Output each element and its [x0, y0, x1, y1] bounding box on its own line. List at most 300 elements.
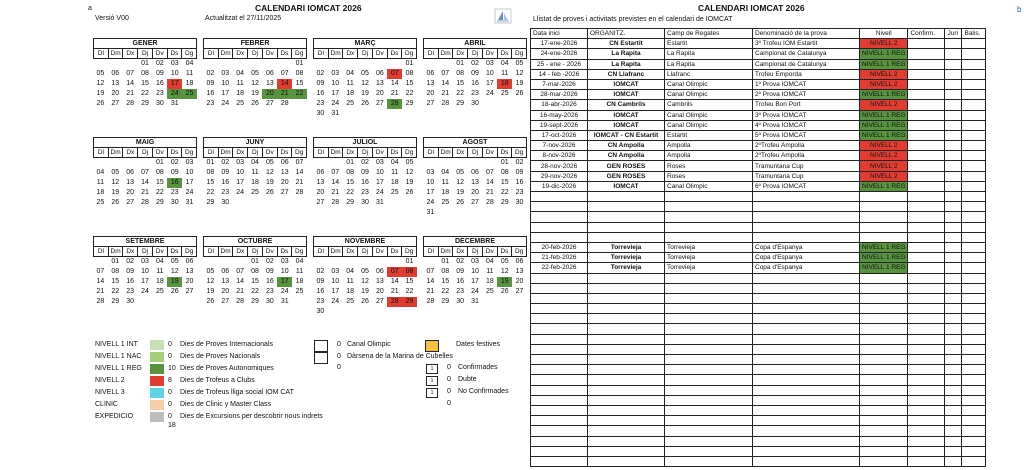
day-grid: [313, 158, 417, 208]
empty-row: [531, 395, 986, 405]
day-cell: 10: [170, 70, 179, 77]
day-empty: [358, 59, 373, 69]
empty-cell: [753, 222, 860, 232]
weekday-label: Dj: [358, 247, 373, 256]
empty-row: [531, 426, 986, 436]
event-org: CN Ampolla: [588, 141, 665, 151]
empty-cell: [588, 324, 665, 334]
day-cell: 11: [486, 268, 494, 275]
day-cell: 10: [236, 169, 245, 176]
col-level-header: Nivell: [860, 29, 908, 39]
event-camp: Estartit: [665, 39, 753, 49]
event-org: CN Ampolla: [588, 151, 665, 161]
event-row[interactable]: [531, 100, 986, 110]
legend-swatch: [150, 412, 164, 422]
month-agost: [423, 137, 527, 218]
month-febrer: [203, 38, 307, 109]
event-row[interactable]: [531, 59, 986, 69]
day-cell: 08: [346, 169, 355, 176]
empty-cell: [945, 385, 962, 395]
event-date: 21-feb-2026: [531, 253, 588, 263]
empty-cell: [860, 375, 908, 385]
empty-row: [531, 314, 986, 324]
event-org: Torrevieja: [588, 242, 665, 252]
empty-cell: [908, 426, 945, 436]
empty-cell: [531, 365, 588, 375]
weekday-label: Dj: [468, 148, 483, 157]
col-balis-header: Balis.: [962, 29, 986, 39]
empty-cell: [753, 456, 860, 466]
empty-cell: [588, 202, 665, 212]
weekday-label: Dl: [94, 49, 109, 58]
day-empty: [372, 59, 387, 69]
weekday-label: Ds: [388, 148, 403, 157]
day-empty: [387, 59, 402, 69]
day-cell: 18: [485, 278, 494, 285]
day-cell: 12: [405, 169, 414, 176]
empty-row: [531, 456, 986, 466]
day-cell: 20: [375, 90, 384, 97]
corner-label: a: [88, 5, 92, 12]
event-level: NIVELL 1 REG: [860, 120, 908, 130]
empty-cell: [962, 456, 986, 466]
weekday-label: Dx: [453, 49, 468, 58]
empty-cell: [588, 334, 665, 344]
event-extra-cell: [962, 263, 986, 273]
day-cell: 22: [111, 288, 120, 295]
empty-cell: [588, 192, 665, 202]
weekday-label: Ds: [498, 148, 513, 157]
event-extra-cell: [962, 141, 986, 151]
day-cell: 06: [471, 169, 479, 176]
day-cell: 24: [471, 288, 479, 295]
empty-cell: [945, 202, 962, 212]
event-row[interactable]: [531, 90, 986, 100]
month-title: JULIOL: [313, 137, 417, 148]
day-cell: 25: [346, 298, 355, 305]
event-name: Trofeu Emporda: [753, 69, 860, 79]
event-extra-cell: [945, 110, 962, 120]
day-cell: 13: [280, 169, 289, 176]
day-empty: [328, 59, 343, 69]
empty-cell: [753, 365, 860, 375]
day-cell: 31: [426, 209, 435, 216]
day-empty: [138, 158, 153, 168]
empty-cell: [962, 395, 986, 405]
empty-cell: [665, 192, 753, 202]
empty-cell: [908, 355, 945, 365]
day-cell: 29: [456, 100, 465, 107]
event-row[interactable]: [531, 171, 986, 181]
event-row[interactable]: [531, 161, 986, 171]
empty-cell: [665, 426, 753, 436]
event-org: GEN ROSES: [588, 171, 665, 181]
day-cell: 29: [251, 298, 259, 305]
event-camp: Torrevieja: [665, 263, 753, 273]
event-extra-cell: [908, 110, 945, 120]
empty-cell: [665, 273, 753, 283]
day-cell: 14: [96, 278, 105, 285]
day-cell: 07: [426, 268, 435, 275]
day-cell: 18: [346, 288, 355, 295]
day-cell: 19: [111, 189, 120, 196]
weekday-label: Dl: [204, 247, 219, 256]
day-cell: 17: [221, 90, 230, 97]
event-row[interactable]: [531, 263, 986, 273]
empty-row: [531, 232, 986, 242]
day-cell: 28: [331, 199, 340, 206]
day-grid: [313, 59, 417, 119]
day-cell: 03: [185, 159, 194, 166]
empty-cell: [860, 395, 908, 405]
empty-cell: [588, 314, 665, 324]
day-cell: 20: [426, 90, 435, 97]
event-name: Trofeu Bon Port: [753, 100, 860, 110]
day-cell: 31: [185, 199, 194, 206]
day-cell: 10: [426, 179, 435, 186]
weekday-label: Dm: [439, 49, 454, 58]
empty-cell: [945, 436, 962, 446]
month-title: SETEMBRE: [93, 236, 197, 247]
event-row[interactable]: [531, 39, 986, 49]
day-empty: [108, 158, 123, 168]
event-level: NIVELL 1 REG: [860, 49, 908, 59]
event-name: 3º Prova IOMCAT: [753, 110, 860, 120]
weekday-label: Ds: [168, 49, 183, 58]
day-empty: [372, 257, 387, 267]
day-cell: 16: [206, 90, 215, 97]
event-name: Copa d'Espanya: [753, 253, 860, 263]
weekday-label: Dx: [123, 148, 138, 157]
empty-cell: [665, 344, 753, 354]
day-cell: 26: [265, 189, 274, 196]
empty-cell: [531, 375, 588, 385]
day-cell: 28: [126, 100, 135, 107]
day-cell: 04: [251, 159, 259, 166]
col-org-header: ORGANITZ.: [588, 29, 665, 39]
empty-cell: [908, 232, 945, 242]
empty-cell: [753, 192, 860, 202]
day-cell: 19: [497, 277, 512, 287]
event-name: Campionat de Catalunya: [753, 49, 860, 59]
empty-cell: [860, 324, 908, 334]
festive-label: Dates festives: [456, 341, 500, 348]
event-extra-cell: [962, 69, 986, 79]
event-name: Campionat de Catalunya: [753, 59, 860, 69]
weekday-label: Dg: [292, 247, 307, 256]
event-row[interactable]: [531, 181, 986, 191]
not-confirmed-count: 0: [447, 388, 451, 395]
day-cell: 17: [331, 90, 340, 97]
empty-cell: [962, 385, 986, 395]
day-cell: 05: [111, 169, 120, 176]
day-cell: 16: [456, 278, 465, 285]
day-cell: 26: [361, 298, 369, 305]
weekday-label: Dg: [512, 148, 527, 157]
weekday-label: Dj: [138, 49, 153, 58]
day-cell: 08: [155, 169, 164, 176]
event-camp: Canal Olimpic: [665, 110, 753, 120]
empty-cell: [860, 212, 908, 222]
day-cell: 28: [96, 298, 105, 305]
weekday-header: [313, 247, 417, 257]
weekday-label: Ds: [278, 148, 293, 157]
day-cell: 06: [515, 258, 524, 265]
event-org: La Rapita: [588, 49, 665, 59]
empty-cell: [531, 304, 588, 314]
event-camp: La Rapita: [665, 49, 753, 59]
day-empty: [438, 59, 453, 69]
empty-row: [531, 202, 986, 212]
day-empty: [123, 158, 138, 168]
day-cell: 13: [221, 278, 230, 285]
weekday-label: Ds: [498, 247, 513, 256]
empty-cell: [860, 385, 908, 395]
day-cell: 06: [221, 268, 230, 275]
empty-cell: [908, 446, 945, 456]
day-cell: 18: [236, 90, 245, 97]
day-cell: 19: [96, 90, 105, 97]
event-level: NIVELL 1 REG: [860, 242, 908, 252]
empty-cell: [665, 314, 753, 324]
month-setembre: [93, 236, 197, 307]
day-cell: 11: [251, 169, 259, 176]
event-date: 22-feb-2026: [531, 263, 588, 273]
day-cell: 09: [456, 268, 465, 275]
day-cell: 17: [185, 179, 194, 186]
empty-cell: [860, 304, 908, 314]
legend-level-label: CLINIC: [95, 401, 118, 408]
empty-cell: [945, 324, 962, 334]
day-cell: 10: [331, 278, 340, 285]
empty-cell: [908, 436, 945, 446]
legend-swatch: [150, 388, 164, 398]
event-row[interactable]: [531, 69, 986, 79]
darsena-swatch: [314, 352, 328, 364]
empty-cell: [531, 426, 588, 436]
day-cell: 22: [155, 189, 164, 196]
event-extra-cell: [962, 130, 986, 140]
empty-cell: [908, 222, 945, 232]
event-name: 4º Prova IOMCAT: [753, 120, 860, 130]
event-row[interactable]: [531, 253, 986, 263]
day-cell: 26: [456, 199, 465, 206]
event-row[interactable]: [531, 242, 986, 252]
col-name-header: Denominació de la prova: [753, 29, 860, 39]
canal-olimpic-swatch: [314, 340, 328, 352]
day-cell: 04: [185, 60, 194, 67]
day-cell: 23: [361, 189, 369, 196]
page-title-right: CALENDARI IOMCAT 2026: [698, 3, 805, 13]
day-cell: 08: [251, 268, 259, 275]
weekday-label: Ds: [498, 49, 513, 58]
empty-cell: [945, 212, 962, 222]
empty-row: [531, 446, 986, 456]
day-cell: 01: [155, 159, 164, 166]
weekday-label: Dj: [468, 49, 483, 58]
empty-cell: [753, 212, 860, 222]
day-cell: 05: [265, 159, 274, 166]
day-cell: 21: [96, 288, 105, 295]
day-cell: 27: [515, 288, 524, 295]
day-cell: 17: [485, 80, 494, 87]
event-extra-cell: [962, 49, 986, 59]
day-grid: [203, 59, 307, 109]
event-camp: Canal Olimpic: [665, 79, 753, 89]
day-cell: 19: [361, 288, 369, 295]
event-row[interactable]: [531, 120, 986, 130]
month-octubre: [203, 236, 307, 307]
version-label: Versió V00: [95, 15, 129, 22]
day-cell: 30: [471, 100, 479, 107]
event-date: 18-abr-2026: [531, 100, 588, 110]
day-cell: 15: [155, 179, 164, 186]
day-cell: 29: [500, 199, 509, 206]
day-cell: 14: [390, 80, 399, 87]
confirm-total: 0: [447, 400, 451, 407]
empty-cell: [860, 365, 908, 375]
weekday-label: Dg: [292, 49, 307, 58]
day-empty: [423, 59, 438, 69]
empty-cell: [860, 283, 908, 293]
day-cell: 23: [316, 100, 325, 107]
empty-cell: [753, 405, 860, 415]
empty-cell: [962, 375, 986, 385]
event-extra-cell: [962, 59, 986, 69]
day-cell: 15: [441, 278, 450, 285]
event-row[interactable]: [531, 130, 986, 140]
day-cell: 17: [141, 278, 149, 285]
day-cell: 16: [265, 278, 274, 285]
empty-cell: [962, 304, 986, 314]
day-cell: 18: [251, 179, 259, 186]
event-row[interactable]: [531, 110, 986, 120]
event-name: 5º Prova IOMCAT: [753, 130, 860, 140]
event-row[interactable]: [531, 151, 986, 161]
day-cell: 03: [375, 159, 384, 166]
event-row[interactable]: [531, 49, 986, 59]
day-cell: 11: [346, 80, 354, 87]
day-cell: 02: [265, 258, 274, 265]
day-cell: 14: [485, 179, 494, 186]
day-cell: 12: [96, 80, 105, 87]
confirmed-count: 0: [447, 364, 451, 371]
event-extra-cell: [945, 90, 962, 100]
day-cell: 10: [280, 268, 289, 275]
event-date: 8-nov-2026: [531, 151, 588, 161]
weekday-label: Dv: [483, 148, 498, 157]
day-cell: 29: [441, 298, 450, 305]
not-confirmed-icon: 1: [426, 388, 438, 398]
day-cell: 09: [361, 169, 369, 176]
weekday-label: Dv: [153, 49, 168, 58]
event-extra-cell: [908, 171, 945, 181]
event-extra-cell: [962, 171, 986, 181]
empty-cell: [860, 273, 908, 283]
day-empty: [313, 257, 328, 267]
empty-cell: [962, 232, 986, 242]
empty-cell: [945, 365, 962, 375]
day-cell: 25: [295, 288, 304, 295]
event-level: NIVELL 2: [860, 161, 908, 171]
weekday-label: Dv: [153, 247, 168, 256]
day-cell: 07: [485, 169, 494, 176]
day-cell: 30: [126, 298, 135, 305]
empty-cell: [860, 355, 908, 365]
day-cell: 21: [485, 189, 494, 196]
day-cell: 25: [441, 199, 450, 206]
day-cell: 17: [167, 79, 182, 89]
event-camp: Cambrils: [665, 100, 753, 110]
day-cell: 27: [375, 100, 384, 107]
event-name: 2º Prova IOMCAT: [753, 90, 860, 100]
weekday-label: Dl: [424, 148, 439, 157]
event-row[interactable]: [531, 141, 986, 151]
day-cell: 13: [316, 179, 325, 186]
day-cell: 26: [96, 100, 105, 107]
event-row[interactable]: [531, 79, 986, 89]
empty-cell: [908, 314, 945, 324]
day-cell: 02: [456, 258, 465, 265]
day-cell: 29: [206, 199, 215, 206]
day-cell: 24: [236, 189, 245, 196]
empty-cell: [588, 365, 665, 375]
weekday-label: Dm: [439, 247, 454, 256]
day-cell: 02: [155, 60, 164, 67]
day-cell: 04: [390, 159, 399, 166]
month-març: [313, 38, 417, 119]
day-cell: 27: [471, 199, 479, 206]
day-cell: 27: [426, 100, 435, 107]
empty-cell: [588, 416, 665, 426]
weekday-label: Dj: [468, 247, 483, 256]
day-cell: 24: [426, 199, 435, 206]
day-cell: 07: [387, 267, 402, 277]
empty-cell: [531, 273, 588, 283]
day-cell: 23: [170, 189, 179, 196]
day-cell: 09: [515, 169, 524, 176]
day-cell: 09: [316, 80, 325, 87]
weekday-label: Dv: [373, 49, 388, 58]
day-cell: 11: [156, 268, 164, 275]
weekday-label: Dl: [314, 247, 329, 256]
weekday-label: Ds: [388, 49, 403, 58]
empty-cell: [945, 314, 962, 324]
event-org: IOMCAT: [588, 181, 665, 191]
empty-cell: [908, 365, 945, 375]
page-title-left: CALENDARI IOMCAT 2026: [255, 3, 362, 13]
month-juliol: [313, 137, 417, 208]
weekday-label: Dg: [402, 247, 417, 256]
empty-row: [531, 375, 986, 385]
empty-cell: [588, 293, 665, 303]
day-cell: 18: [497, 79, 512, 89]
day-cell: 10: [331, 80, 340, 87]
event-extra-cell: [945, 253, 962, 263]
empty-cell: [945, 416, 962, 426]
day-cell: 03: [170, 60, 179, 67]
weekday-header: [313, 148, 417, 158]
event-date: 29-nov-2026: [531, 171, 588, 181]
day-cell: 06: [426, 70, 435, 77]
day-cell: 07: [280, 70, 289, 77]
day-cell: 18: [441, 189, 450, 196]
empty-cell: [665, 436, 753, 446]
empty-row: [531, 324, 986, 334]
empty-cell: [531, 212, 588, 222]
month-title: OCTUBRE: [203, 236, 307, 247]
day-cell: 05: [251, 70, 259, 77]
